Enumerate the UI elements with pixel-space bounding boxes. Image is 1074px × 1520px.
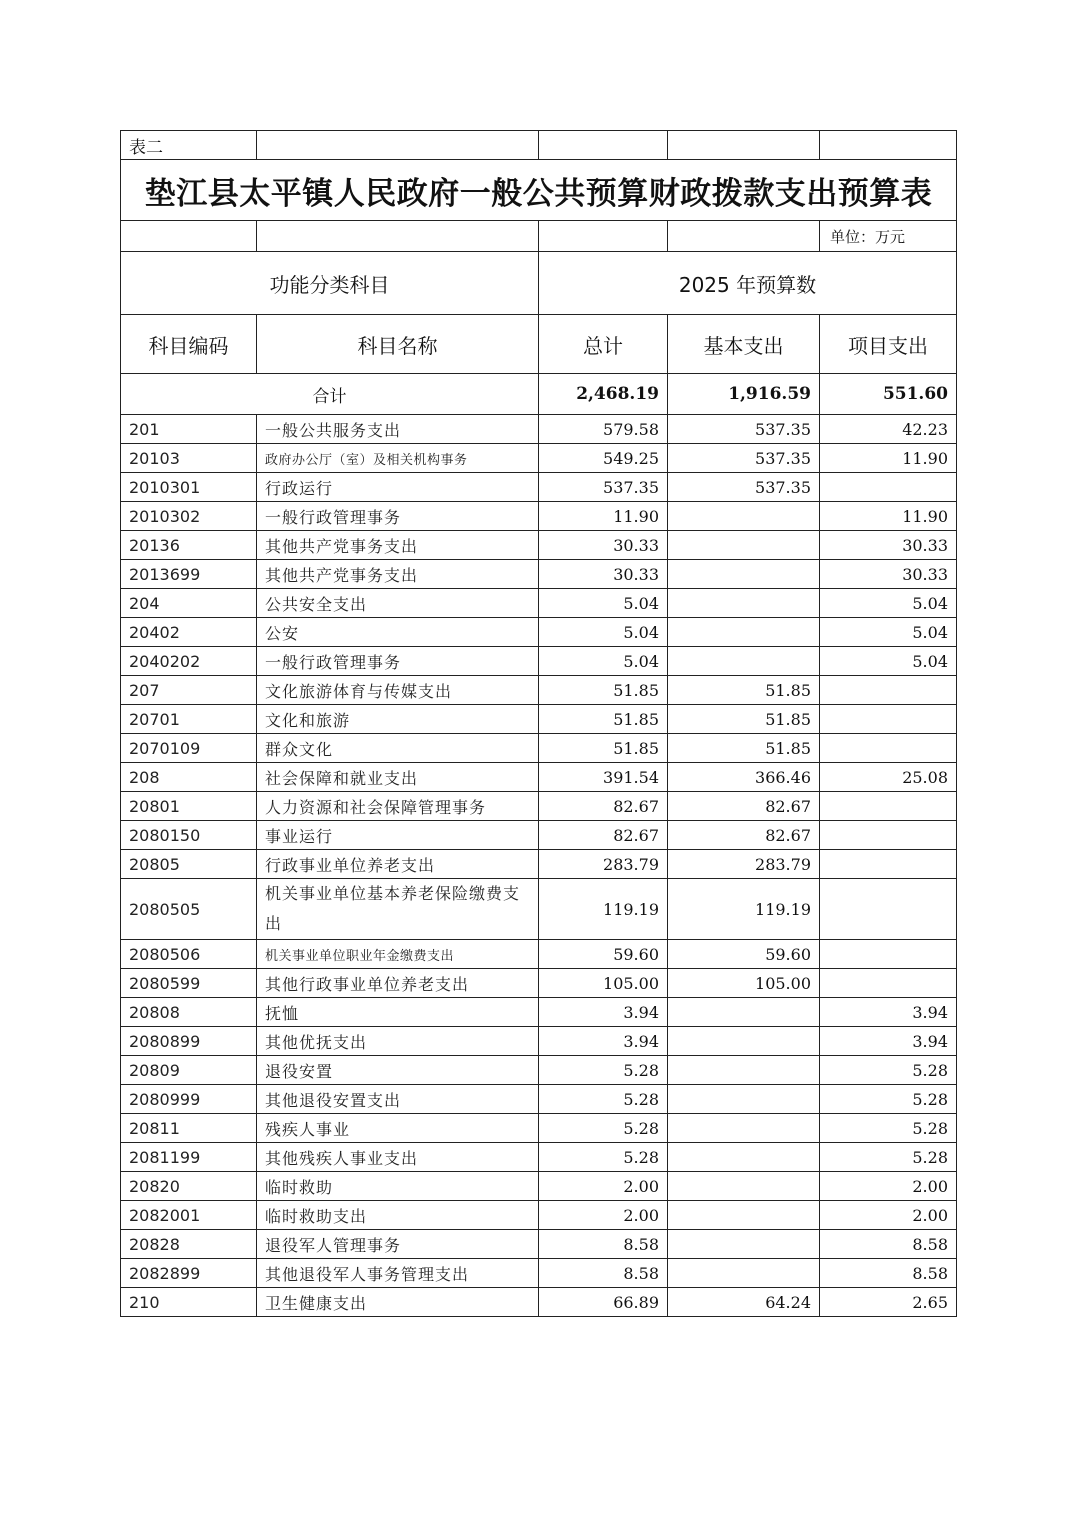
row-name: 行政运行 — [257, 473, 539, 502]
row-total: 5.28 — [539, 1143, 668, 1172]
row-code: 208 — [121, 763, 257, 792]
row-basic — [668, 1085, 820, 1114]
row-basic — [668, 1172, 820, 1201]
row-code: 2080599 — [121, 969, 257, 998]
row-name: 人力资源和社会保障管理事务 — [257, 792, 539, 821]
table-row — [121, 444, 957, 473]
row-name: 公安 — [257, 618, 539, 647]
row-code: 2080999 — [121, 1085, 257, 1114]
row-code: 2080899 — [121, 1027, 257, 1056]
table-row — [121, 705, 957, 734]
row-basic: 82.67 — [668, 821, 820, 850]
unit-row — [121, 221, 957, 252]
table-label-row — [121, 131, 957, 160]
row-basic: 59.60 — [668, 940, 820, 969]
row-project — [820, 473, 957, 502]
header-basic: 基本支出 — [668, 315, 820, 374]
row-project — [820, 676, 957, 705]
row-name: 群众文化 — [257, 734, 539, 763]
row-basic: 537.35 — [668, 444, 820, 473]
data-rows — [121, 415, 957, 1317]
row-name: 机关事业单位基本养老保险缴费支出 — [257, 879, 539, 940]
header-row-2 — [121, 315, 957, 374]
row-project: 8.58 — [820, 1230, 957, 1259]
table-title: 垫江县太平镇人民政府一般公共预算财政拨款支出预算表 — [121, 160, 957, 221]
row-basic — [668, 589, 820, 618]
row-name: 临时救助支出 — [257, 1201, 539, 1230]
row-total: 2.00 — [539, 1172, 668, 1201]
table-row — [121, 1172, 957, 1201]
row-basic: 105.00 — [668, 969, 820, 998]
row-name: 一般行政管理事务 — [257, 502, 539, 531]
row-total: 5.04 — [539, 618, 668, 647]
row-total: 2.00 — [539, 1201, 668, 1230]
row-basic — [668, 560, 820, 589]
row-project: 42.23 — [820, 415, 957, 444]
row-code: 2082899 — [121, 1259, 257, 1288]
total-project: 551.60 — [820, 374, 957, 415]
table-row — [121, 879, 957, 940]
row-total: 82.67 — [539, 792, 668, 821]
row-basic: 64.24 — [668, 1288, 820, 1317]
row-code: 20820 — [121, 1172, 257, 1201]
row-total: 283.79 — [539, 850, 668, 879]
row-code: 2040202 — [121, 647, 257, 676]
row-code: 20808 — [121, 998, 257, 1027]
row-code: 2080505 — [121, 879, 257, 940]
row-code: 210 — [121, 1288, 257, 1317]
table-row — [121, 792, 957, 821]
row-basic: 51.85 — [668, 705, 820, 734]
row-name: 其他共产党事务支出 — [257, 531, 539, 560]
row-project — [820, 879, 957, 940]
row-code: 2080506 — [121, 940, 257, 969]
row-name: 机关事业单位职业年金缴费支出 — [257, 940, 539, 969]
row-code: 20402 — [121, 618, 257, 647]
row-code: 204 — [121, 589, 257, 618]
row-total: 66.89 — [539, 1288, 668, 1317]
table-row — [121, 998, 957, 1027]
row-project — [820, 850, 957, 879]
table-row — [121, 1230, 957, 1259]
row-code: 2082001 — [121, 1201, 257, 1230]
row-basic: 537.35 — [668, 473, 820, 502]
row-total: 3.94 — [539, 998, 668, 1027]
table-row — [121, 734, 957, 763]
row-project: 25.08 — [820, 763, 957, 792]
table-row — [121, 676, 957, 705]
row-code: 20811 — [121, 1114, 257, 1143]
row-basic — [668, 1027, 820, 1056]
table-row — [121, 1056, 957, 1085]
row-total: 5.04 — [539, 647, 668, 676]
budget-table — [120, 130, 957, 1317]
total-label: 合计 — [121, 374, 539, 415]
row-total: 549.25 — [539, 444, 668, 473]
row-code: 2080150 — [121, 821, 257, 850]
row-name: 其他优抚支出 — [257, 1027, 539, 1056]
row-basic — [668, 998, 820, 1027]
row-name: 其他共产党事务支出 — [257, 560, 539, 589]
row-project: 11.90 — [820, 444, 957, 473]
row-project: 2.00 — [820, 1172, 957, 1201]
row-total: 579.58 — [539, 415, 668, 444]
row-total: 8.58 — [539, 1259, 668, 1288]
row-code: 20805 — [121, 850, 257, 879]
row-name: 抚恤 — [257, 998, 539, 1027]
row-project: 2.65 — [820, 1288, 957, 1317]
header-row-1 — [121, 252, 957, 315]
row-name: 一般公共服务支出 — [257, 415, 539, 444]
row-total: 119.19 — [539, 879, 668, 940]
row-basic — [668, 1056, 820, 1085]
row-code: 201 — [121, 415, 257, 444]
row-basic: 82.67 — [668, 792, 820, 821]
table-row — [121, 1201, 957, 1230]
row-total: 30.33 — [539, 531, 668, 560]
row-name: 其他退役安置支出 — [257, 1085, 539, 1114]
row-total: 391.54 — [539, 763, 668, 792]
row-name: 文化和旅游 — [257, 705, 539, 734]
row-project: 5.04 — [820, 589, 957, 618]
row-name: 卫生健康支出 — [257, 1288, 539, 1317]
row-project: 8.58 — [820, 1259, 957, 1288]
row-name: 临时救助 — [257, 1172, 539, 1201]
row-total: 82.67 — [539, 821, 668, 850]
row-project: 5.04 — [820, 618, 957, 647]
row-basic — [668, 647, 820, 676]
row-code: 207 — [121, 676, 257, 705]
header-project: 项目支出 — [820, 315, 957, 374]
row-total: 30.33 — [539, 560, 668, 589]
row-basic — [668, 1259, 820, 1288]
row-basic: 366.46 — [668, 763, 820, 792]
total-total: 2,468.19 — [539, 374, 668, 415]
row-basic: 119.19 — [668, 879, 820, 940]
total-row — [121, 374, 957, 415]
table-row — [121, 850, 957, 879]
row-basic — [668, 618, 820, 647]
row-project: 5.28 — [820, 1114, 957, 1143]
row-total: 5.04 — [539, 589, 668, 618]
row-name: 其他行政事业单位养老支出 — [257, 969, 539, 998]
table-row — [121, 502, 957, 531]
row-project — [820, 940, 957, 969]
row-basic — [668, 1114, 820, 1143]
row-code: 20801 — [121, 792, 257, 821]
table-row — [121, 969, 957, 998]
row-basic: 51.85 — [668, 676, 820, 705]
table-row — [121, 1027, 957, 1056]
row-code: 20701 — [121, 705, 257, 734]
row-code: 2081199 — [121, 1143, 257, 1172]
header-total: 总计 — [539, 315, 668, 374]
row-total: 105.00 — [539, 969, 668, 998]
row-total: 537.35 — [539, 473, 668, 502]
row-total: 51.85 — [539, 734, 668, 763]
table-row — [121, 618, 957, 647]
table-row — [121, 763, 957, 792]
row-name: 退役军人管理事务 — [257, 1230, 539, 1259]
row-project: 5.04 — [820, 647, 957, 676]
row-project — [820, 734, 957, 763]
table-row — [121, 415, 957, 444]
row-code: 20809 — [121, 1056, 257, 1085]
row-name: 退役安置 — [257, 1056, 539, 1085]
row-project: 30.33 — [820, 531, 957, 560]
table-row — [121, 940, 957, 969]
table-row — [121, 560, 957, 589]
header-code: 科目编码 — [121, 315, 257, 374]
table-row — [121, 647, 957, 676]
row-code: 20103 — [121, 444, 257, 473]
row-project — [820, 969, 957, 998]
row-total: 5.28 — [539, 1056, 668, 1085]
row-project: 3.94 — [820, 998, 957, 1027]
row-code: 2010301 — [121, 473, 257, 502]
row-code: 20136 — [121, 531, 257, 560]
row-name: 残疾人事业 — [257, 1114, 539, 1143]
row-basic: 283.79 — [668, 850, 820, 879]
row-name: 公共安全支出 — [257, 589, 539, 618]
table-row — [121, 589, 957, 618]
row-total: 5.28 — [539, 1085, 668, 1114]
row-total: 59.60 — [539, 940, 668, 969]
header-name: 科目名称 — [257, 315, 539, 374]
row-name: 政府办公厅（室）及相关机构事务 — [257, 444, 539, 473]
row-project: 5.28 — [820, 1056, 957, 1085]
row-basic — [668, 1143, 820, 1172]
row-project: 2.00 — [820, 1201, 957, 1230]
row-code: 2010302 — [121, 502, 257, 531]
row-code: 2013699 — [121, 560, 257, 589]
row-basic: 537.35 — [668, 415, 820, 444]
total-basic: 1,916.59 — [668, 374, 820, 415]
row-name: 事业运行 — [257, 821, 539, 850]
table-row — [121, 473, 957, 502]
table-row — [121, 1114, 957, 1143]
row-project: 11.90 — [820, 502, 957, 531]
unit-label: 单位：万元 — [820, 221, 957, 252]
row-basic — [668, 1230, 820, 1259]
row-basic: 51.85 — [668, 734, 820, 763]
table-row — [121, 821, 957, 850]
row-project — [820, 792, 957, 821]
row-basic — [668, 531, 820, 560]
row-project: 3.94 — [820, 1027, 957, 1056]
row-basic — [668, 1201, 820, 1230]
row-project — [820, 821, 957, 850]
header-budget-year: 2025 年预算数 — [539, 252, 957, 315]
row-total: 3.94 — [539, 1027, 668, 1056]
row-project: 5.28 — [820, 1085, 957, 1114]
row-total: 51.85 — [539, 705, 668, 734]
row-name: 一般行政管理事务 — [257, 647, 539, 676]
table-label: 表二 — [121, 131, 257, 160]
table-row — [121, 1259, 957, 1288]
table-row — [121, 1143, 957, 1172]
title-row — [121, 160, 957, 221]
row-code: 2070109 — [121, 734, 257, 763]
row-name: 文化旅游体育与传媒支出 — [257, 676, 539, 705]
table-row — [121, 531, 957, 560]
row-code: 20828 — [121, 1230, 257, 1259]
row-total: 51.85 — [539, 676, 668, 705]
table-row — [121, 1085, 957, 1114]
row-name: 其他残疾人事业支出 — [257, 1143, 539, 1172]
row-project — [820, 705, 957, 734]
row-project: 5.28 — [820, 1143, 957, 1172]
table-row — [121, 1288, 957, 1317]
row-total: 8.58 — [539, 1230, 668, 1259]
row-total: 5.28 — [539, 1114, 668, 1143]
row-name: 其他退役军人事务管理支出 — [257, 1259, 539, 1288]
row-project: 30.33 — [820, 560, 957, 589]
row-basic — [668, 502, 820, 531]
header-functional-category: 功能分类科目 — [121, 252, 539, 315]
row-name: 社会保障和就业支出 — [257, 763, 539, 792]
row-total: 11.90 — [539, 502, 668, 531]
row-name: 行政事业单位养老支出 — [257, 850, 539, 879]
